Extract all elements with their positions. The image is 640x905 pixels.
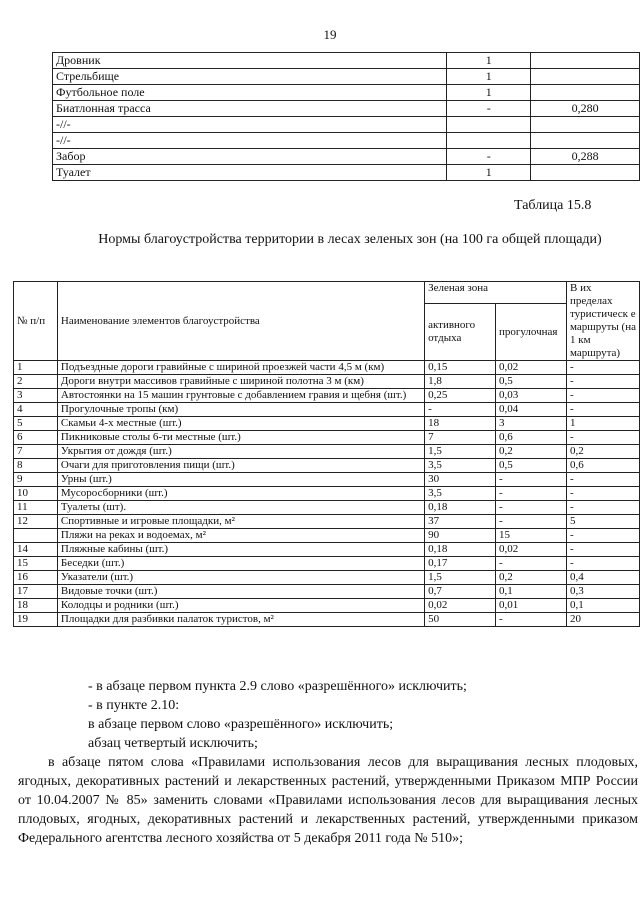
table-row: [14, 571, 640, 585]
facility-qty: [447, 133, 531, 149]
tourist-value: -: [566, 487, 639, 501]
tourist-value: 1: [566, 417, 639, 431]
table-row: [53, 165, 640, 181]
walking-value: 0,04: [496, 403, 567, 417]
walking-value: -: [496, 501, 567, 515]
norms-table: [13, 281, 640, 627]
walking-value: -: [496, 515, 567, 529]
facility-qty: 1: [447, 69, 531, 85]
active-value: 0,18: [425, 501, 496, 515]
facility-qty: -: [447, 149, 531, 165]
row-number: 19: [14, 613, 58, 627]
header-tourist: В их пределах туристическ е маршруты (на 1 км маршрута): [566, 282, 639, 361]
element-name: Пляжи на реках и водоемах, м²: [57, 529, 424, 543]
walking-value: 0,03: [496, 389, 567, 403]
tourist-value: -: [566, 375, 639, 389]
table-row: [14, 557, 640, 571]
walking-value: 0,02: [496, 361, 567, 375]
facility-name: Стрельбище: [53, 69, 447, 85]
element-name: Площадки для разбивки палаток туристов, м²: [57, 613, 424, 627]
table-row: [53, 149, 640, 165]
tourist-value: -: [566, 473, 639, 487]
row-number: [14, 529, 58, 543]
row-number: 2: [14, 375, 58, 389]
header-walking: прогулочная: [496, 304, 567, 361]
table-row: [14, 361, 640, 375]
element-name: Дороги внутри массивов гравийные с шириной полотна 3 м (км): [57, 375, 424, 389]
element-name: Видовые точки (шт.): [57, 585, 424, 599]
active-value: 37: [425, 515, 496, 529]
facility-value: [531, 117, 640, 133]
facility-value: [531, 53, 640, 69]
active-value: 0,02: [425, 599, 496, 613]
element-name: Беседки (шт.): [57, 557, 424, 571]
element-name: Колодцы и родники (шт.): [57, 599, 424, 613]
active-value: 0,17: [425, 557, 496, 571]
active-value: 30: [425, 473, 496, 487]
facility-qty: 1: [447, 85, 531, 101]
table-row: [14, 613, 640, 627]
facility-name: Биатлонная трасса: [53, 101, 447, 117]
table-row: [14, 417, 640, 431]
header-name: Наименование элементов благоустройства: [57, 282, 424, 361]
table-row: [14, 403, 640, 417]
tourist-value: -: [566, 557, 639, 571]
facility-value: 0,280: [531, 101, 640, 117]
page-number: 19: [323, 27, 337, 42]
facility-name: Дровник: [53, 53, 447, 69]
paragraph: - в абзаце первом пункта 2.9 слово «разрешённого» исключить;: [88, 679, 467, 694]
walking-value: 0,02: [496, 543, 567, 557]
element-name: Автостоянки на 15 машин грунтовые с добавлением гравия и щебня (шт.): [57, 389, 424, 403]
facility-name: -//-: [53, 133, 447, 149]
tourist-value: 0,3: [566, 585, 639, 599]
row-number: 9: [14, 473, 58, 487]
table-row: [14, 431, 640, 445]
active-value: 7: [425, 431, 496, 445]
table-row: [14, 375, 640, 389]
facilities-table-continued: [52, 52, 640, 181]
facility-qty: 1: [447, 165, 531, 181]
active-value: 0,25: [425, 389, 496, 403]
amendment-text: [18, 677, 638, 848]
active-value: 3,5: [425, 459, 496, 473]
paragraph: в абзаце пятом слова «Правилами использования лесов для выращивания лесных плодовых, ягодных, декоративных растений и лекарственных растений, утвержденными Приказом МПР России от 10.04.2007 № 85» заменить словами «Правилами использования лесов для выращивания лесных плодовых, ягодных, декоративных растений и лекарственных растений, утвержденными приказом Федерального агентства лесного хозяйства от 5 декабря 2011 года № 510»;: [18, 755, 638, 846]
active-value: 1,8: [425, 375, 496, 389]
row-number: 3: [14, 389, 58, 403]
tourist-value: -: [566, 501, 639, 515]
facility-qty: [447, 117, 531, 133]
table-row: [53, 69, 640, 85]
walking-value: 0,5: [496, 375, 567, 389]
element-name: Скамьи 4-х местные (шт.): [57, 417, 424, 431]
row-number: 10: [14, 487, 58, 501]
active-value: 0,7: [425, 585, 496, 599]
tourist-value: 0,4: [566, 571, 639, 585]
facility-name: Футбольное поле: [53, 85, 447, 101]
facility-name: Туалет: [53, 165, 447, 181]
row-number: 16: [14, 571, 58, 585]
table-row: [53, 133, 640, 149]
active-value: 90: [425, 529, 496, 543]
tourist-value: -: [566, 403, 639, 417]
row-number: 11: [14, 501, 58, 515]
paragraph: в абзаце первом слово «разрешённого» исключить;: [88, 717, 394, 732]
walking-value: 0,1: [496, 585, 567, 599]
table-row: [53, 85, 640, 101]
row-number: 8: [14, 459, 58, 473]
paragraph: абзац четвертый исключить;: [88, 736, 258, 751]
tourist-value: 20: [566, 613, 639, 627]
facility-name: -//-: [53, 117, 447, 133]
row-number: 1: [14, 361, 58, 375]
element-name: Урны (шт.): [57, 473, 424, 487]
table-row: [14, 445, 640, 459]
active-value: 0,15: [425, 361, 496, 375]
tourist-value: 0,6: [566, 459, 639, 473]
walking-value: 0,01: [496, 599, 567, 613]
table-row: [14, 585, 640, 599]
active-value: -: [425, 403, 496, 417]
row-number: 18: [14, 599, 58, 613]
row-number: 7: [14, 445, 58, 459]
row-number: 17: [14, 585, 58, 599]
active-value: 1,5: [425, 571, 496, 585]
header-active: активного отдыха: [425, 304, 496, 361]
walking-value: 0,5: [496, 459, 567, 473]
header-green-zone: Зеленая зона: [425, 282, 567, 304]
element-name: Укрытия от дождя (шт.): [57, 445, 424, 459]
active-value: 50: [425, 613, 496, 627]
tourist-value: -: [566, 361, 639, 375]
table-row: [53, 101, 640, 117]
walking-value: 0,2: [496, 445, 567, 459]
active-value: 1,5: [425, 445, 496, 459]
paragraph: - в пункте 2.10:: [88, 698, 180, 713]
row-number: 6: [14, 431, 58, 445]
tourist-value: -: [566, 543, 639, 557]
walking-value: -: [496, 487, 567, 501]
walking-value: 0,2: [496, 571, 567, 585]
walking-value: 3: [496, 417, 567, 431]
facility-value: [531, 85, 640, 101]
row-number: 4: [14, 403, 58, 417]
element-name: Подъездные дороги гравийные с шириной проезжей части 4,5 м (км): [57, 361, 424, 375]
table-row: [14, 529, 640, 543]
table-row: [14, 473, 640, 487]
active-value: 3,5: [425, 487, 496, 501]
table-row: [14, 543, 640, 557]
tourist-value: -: [566, 529, 639, 543]
element-name: Спортивные и игровые площадки, м²: [57, 515, 424, 529]
tourist-value: -: [566, 389, 639, 403]
table-title: Нормы благоустройства территории в лесах зеленых зон (на 100 га общей площади): [98, 232, 602, 247]
walking-value: -: [496, 557, 567, 571]
walking-value: -: [496, 473, 567, 487]
tourist-value: 5: [566, 515, 639, 529]
table-row: [53, 53, 640, 69]
active-value: 18: [425, 417, 496, 431]
table-row: [53, 117, 640, 133]
facility-value: [531, 69, 640, 85]
element-name: Пикниковые столы 6-ти местные (шт.): [57, 431, 424, 445]
row-number: 15: [14, 557, 58, 571]
facility-value: [531, 165, 640, 181]
tourist-value: -: [566, 431, 639, 445]
row-number: 5: [14, 417, 58, 431]
element-name: Указатели (шт.): [57, 571, 424, 585]
walking-value: 15: [496, 529, 567, 543]
facility-value: [531, 133, 640, 149]
table-caption: Таблица 15.8: [514, 198, 592, 213]
tourist-value: 0,1: [566, 599, 639, 613]
active-value: 0,18: [425, 543, 496, 557]
element-name: Мусоросборники (шт.): [57, 487, 424, 501]
table-row: [14, 459, 640, 473]
table-row: [14, 389, 640, 403]
element-name: Пляжные кабины (шт.): [57, 543, 424, 557]
row-number: 14: [14, 543, 58, 557]
walking-value: 0,6: [496, 431, 567, 445]
table-row: [14, 501, 640, 515]
table-row: [14, 599, 640, 613]
element-name: Очаги для приготовления пищи (шт.): [57, 459, 424, 473]
facility-value: 0,288: [531, 149, 640, 165]
walking-value: -: [496, 613, 567, 627]
facility-qty: -: [447, 101, 531, 117]
element-name: Прогулочные тропы (км): [57, 403, 424, 417]
facility-qty: 1: [447, 53, 531, 69]
element-name: Туалеты (шт).: [57, 501, 424, 515]
facility-name: Забор: [53, 149, 447, 165]
row-number: 12: [14, 515, 58, 529]
header-num: № п/п: [14, 282, 58, 361]
table-row: [14, 515, 640, 529]
table-row: [14, 487, 640, 501]
tourist-value: 0,2: [566, 445, 639, 459]
